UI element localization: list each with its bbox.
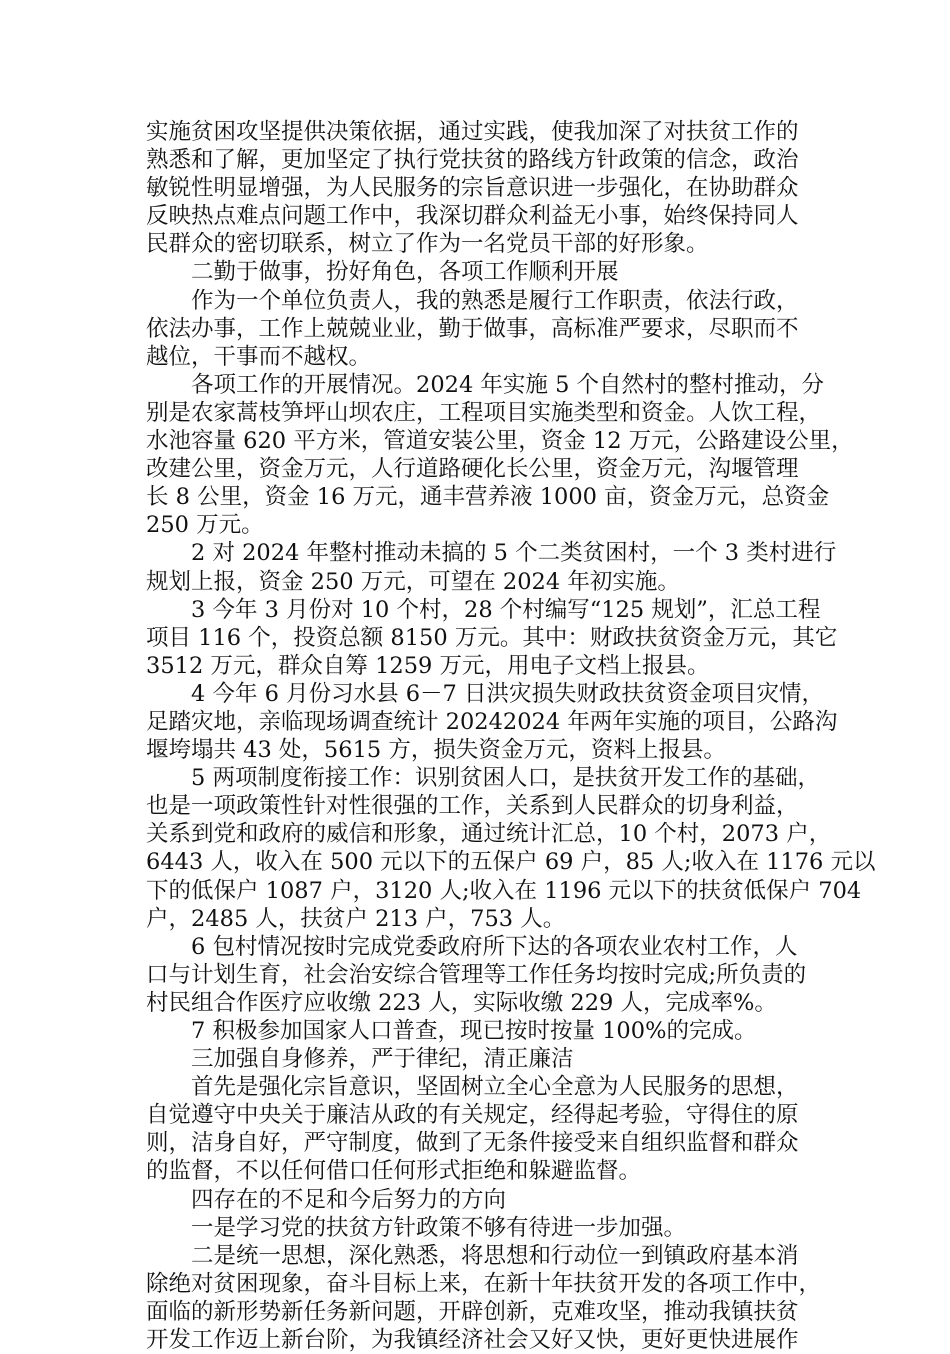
text-line: 规划上报，资金 250 万元，可望在 2024 年初实施。 [146, 568, 680, 595]
text-line: 足踏灾地，亲临现场调查统计 20242024 年两年实施的项目，公路沟 [146, 708, 838, 735]
text-line: 口与计划生育，社会治安综合管理等工作任务均按时完成;所负责的 [146, 961, 807, 988]
paragraph-first-line: 4 今年 6 月份习水县 6－7 日洪灾损失财政扶贫资金项目灾情， [191, 680, 825, 707]
text-line: 改建公里，资金万元，人行道路硬化长公里，资金万元，沟堰管理 [146, 456, 799, 483]
text-line: 熟悉和了解，更加坚定了执行党扶贫的路线方针政策的信念，政治 [146, 147, 799, 174]
text-line: 的监督，不以任何借口任何形式拒绝和躲避监督。 [146, 1158, 642, 1185]
paragraph-first-line: 二勤于做事，扮好角色，各项工作顺利开展 [191, 259, 619, 286]
text-line: 敏锐性明显增强，为人民服务的宗旨意识进一步强化，在协助群众 [146, 175, 799, 202]
document-page [146, 118, 876, 1354]
text-line: 6443 人，收入在 500 元以下的五保户 69 户，85 人;收入在 1176 元以 [146, 849, 876, 876]
text-line: 关系到党和政府的威信和形象，通过统计汇总，10 个村，2073 户， [146, 821, 832, 848]
text-line: 下的低保户 1087 户，3120 人;收入在 1196 元以下的扶贫低保户 704 [146, 877, 862, 904]
paragraph-first-line: 5 两项制度衔接工作：识别贫困人口，是扶贫开发工作的基础， [191, 765, 820, 792]
paragraph-first-line: 2 对 2024 年整村推动未搞的 5 个二类贫困村，一个 3 类村进行 [191, 540, 837, 567]
text-line: 户，2485 人，扶贫户 213 户，753 人。 [146, 905, 566, 932]
text-line: 250 万元。 [146, 512, 264, 539]
text-line: 越位，干事而不越权。 [146, 343, 372, 370]
paragraph-first-line: 7 积极参加国家人口普查，现已按时按量 100%的完成。 [191, 1018, 757, 1044]
text-line: 依法办事，工作上兢兢业业，勤于做事，高标准严要求，尽职而不 [146, 315, 799, 342]
text-line: 面临的新形势新任务新问题，开辟创新，克难攻坚，推动我镇扶贫 [146, 1298, 799, 1325]
text-line: 堰垮塌共 43 处，5615 方，损失资金万元，资料上报县。 [146, 737, 726, 764]
paragraph-first-line: 3 今年 3 月份对 10 个村，28 个村编写“125 规划”，汇总工程 [191, 596, 821, 623]
text-line: 除绝对贫困现象，奋斗目标上来，在新十年扶贫开发的各项工作中， [146, 1270, 822, 1297]
text-line: 长 8 公里，资金 16 万元，通丰营养液 1000 亩，资金万元，总资金 [146, 484, 830, 511]
text-line: 也是一项政策性针对性很强的工作，关系到人民群众的切身利益， [146, 793, 799, 820]
text-line: 开发工作迈上新台阶，为我镇经济社会又好又快，更好更快进展作 [146, 1327, 799, 1354]
paragraph-first-line: 四存在的不足和今后努力的方向 [191, 1186, 507, 1213]
text-line: 项目 116 个，投资总额 8150 万元。其中：财政扶贫资金万元，其它 [146, 624, 838, 651]
text-line: 民群众的密切联系，树立了作为一名党员干部的好形象。 [146, 231, 709, 258]
paragraph-first-line: 一是学习党的扶贫方针政策不够有待进一步加强。 [191, 1214, 687, 1241]
paragraph-first-line: 二是统一思想，深化熟悉，将思想和行动位一到镇政府基本消 [191, 1242, 799, 1269]
paragraph-first-line: 各项工作的开展情况。2024 年实施 5 个自然村的整村推动，分 [191, 371, 825, 398]
text-line: 则，洁身自好，严守制度，做到了无条件接受来自组织监督和群众 [146, 1130, 799, 1157]
paragraph-first-line: 6 包村情况按时完成党委政府所下达的各项农业农村工作，人 [191, 933, 798, 960]
text-line: 水池容量 620 平方米，管道安装公里，资金 12 万元，公路建设公里， [146, 428, 854, 455]
text-line: 反映热点难点问题工作中，我深切群众利益无小事，始终保持同人 [146, 203, 799, 230]
paragraph-first-line: 首先是强化宗旨意识，坚固树立全心全意为人民服务的思想， [191, 1074, 799, 1101]
text-line: 实施贫困攻坚提供决策依据，通过实践，使我加深了对扶贫工作的 [146, 119, 799, 145]
paragraph-first-line: 三加强自身修养，严于律纪，清正廉洁 [191, 1046, 574, 1073]
text-line: 村民组合作医疗应收缴 223 人，实际收缴 229 人，完成率%。 [146, 989, 777, 1016]
paragraph-first-line: 作为一个单位负责人，我的熟悉是履行工作职责，依法行政， [191, 287, 799, 314]
text-line: 自觉遵守中央关于廉洁从政的有关规定，经得起考验，守得住的原 [146, 1102, 799, 1129]
text-line: 别是农家蒿枝笋坪山坝农庄，工程项目实施类型和资金。人饮工程， [146, 399, 822, 426]
text-line: 3512 万元，群众自筹 1259 万元，用电子文档上报县。 [146, 652, 710, 679]
